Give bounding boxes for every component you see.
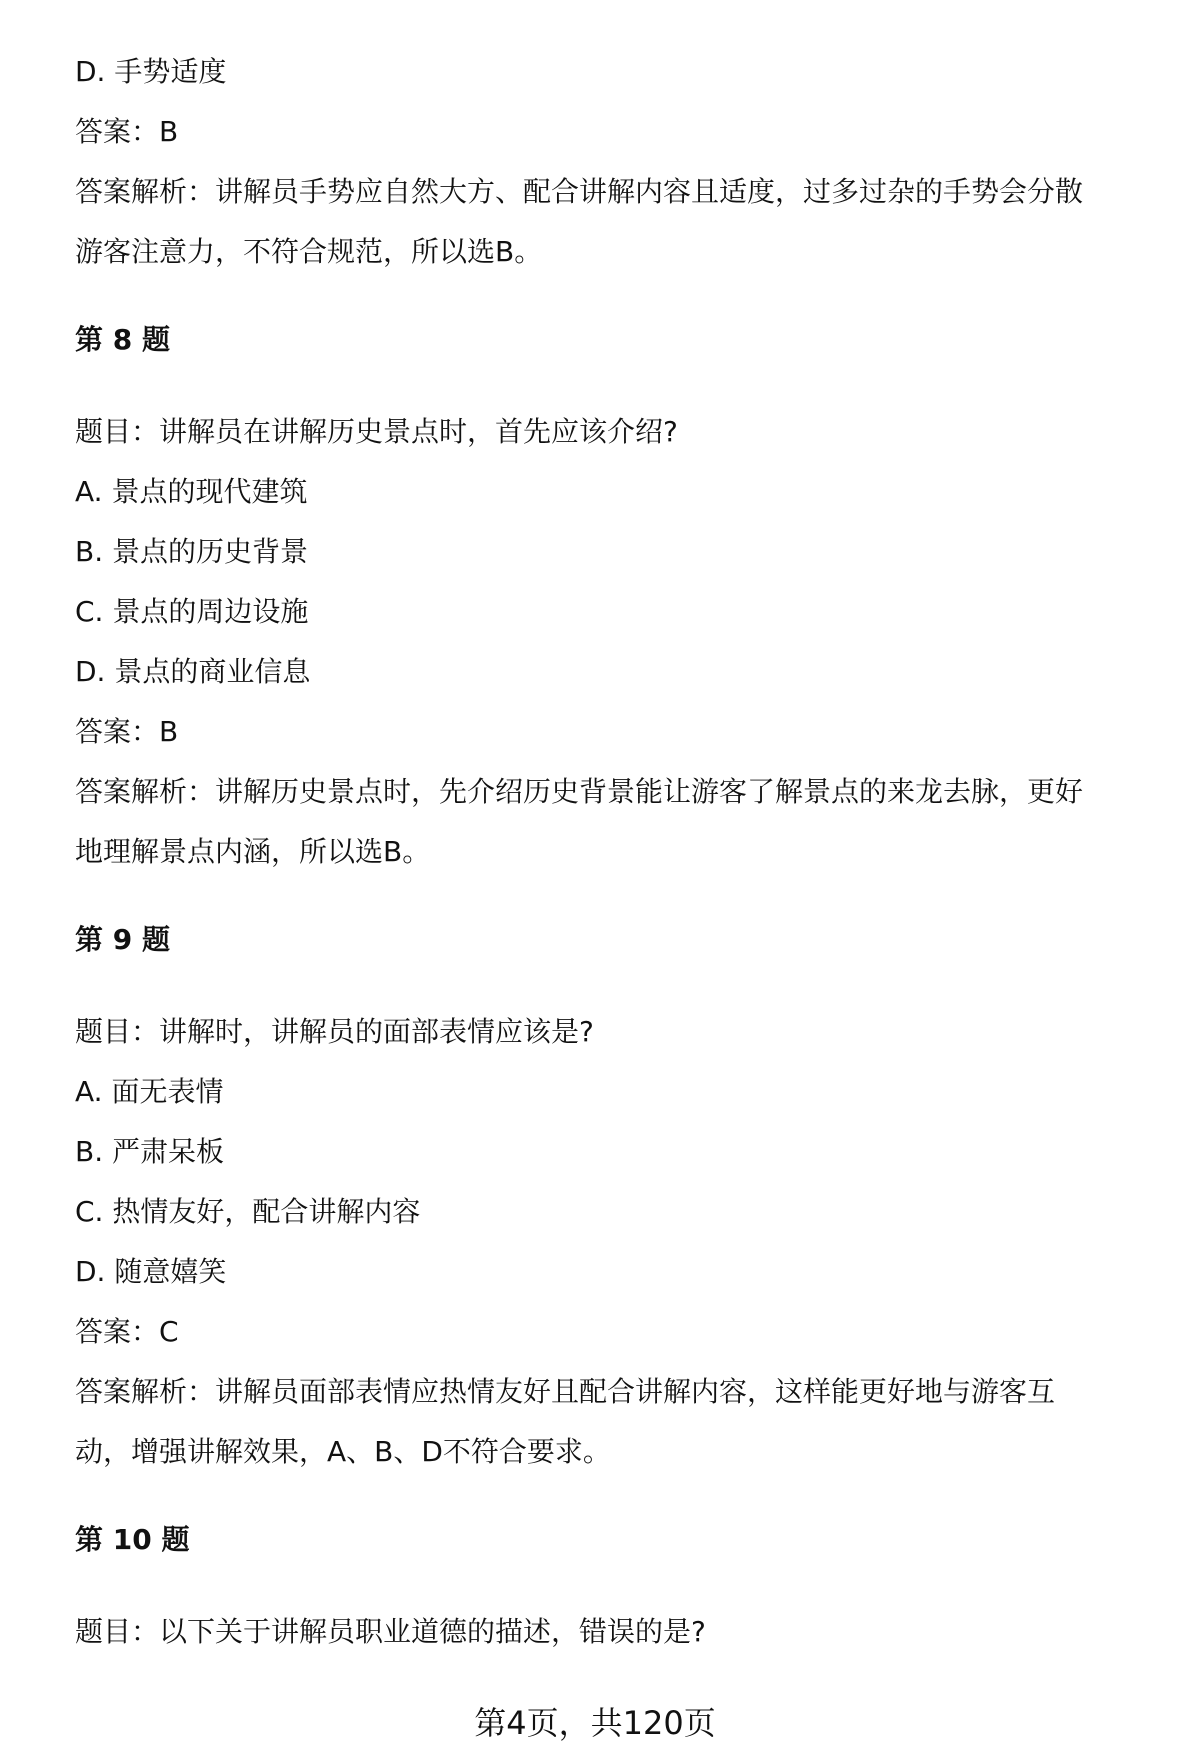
prev-analysis-line-2: 游客注意力，不符合规范，所以选B。 [75,235,543,268]
question-9-option-d: D. 随意嬉笑 [75,1255,227,1288]
prev-answer: 答案：B [75,115,179,148]
question-8-heading: 第 8 题 [75,323,170,356]
question-9-option-c: C. 热情友好，配合讲解内容 [75,1195,421,1228]
question-9-heading: 第 9 题 [75,923,170,956]
question-10-heading: 第 10 题 [75,1523,190,1556]
question-8-option-b: B. 景点的历史背景 [75,535,309,568]
question-10-stem: 题目：以下关于讲解员职业道德的描述，错误的是? [75,1615,706,1648]
question-9-answer: 答案：C [75,1315,179,1348]
question-8-analysis-line-1: 答案解析：讲解历史景点时，先介绍历史背景能让游客了解景点的来龙去脉，更好 [75,775,1084,808]
question-9-analysis-line-1: 答案解析：讲解员面部表情应热情友好且配合讲解内容，这样能更好地与游客互 [75,1375,1056,1408]
question-8-option-a: A. 景点的现代建筑 [75,475,308,508]
question-8-analysis-line-2: 地理解景点内涵，所以选B。 [75,835,431,868]
question-8-stem: 题目：讲解员在讲解历史景点时，首先应该介绍? [75,415,678,448]
page-footer: 第4页，共120页 [474,1704,716,1742]
question-8-option-d: D. 景点的商业信息 [75,655,311,688]
question-8-option-c: C. 景点的周边设施 [75,595,309,628]
prev-analysis-line-1: 答案解析：讲解员手势应自然大方、配合讲解内容且适度，过多过杂的手势会分散 [75,175,1084,208]
question-9-analysis-line-2: 动，增强讲解效果，A、B、D不符合要求。 [75,1435,611,1468]
question-8-answer: 答案：B [75,715,179,748]
question-9-stem: 题目：讲解时，讲解员的面部表情应该是? [75,1015,594,1048]
question-9-option-b: B. 严肃呆板 [75,1135,225,1168]
question-9-option-a: A. 面无表情 [75,1075,224,1108]
prev-option-d: D. 手势适度 [75,55,227,88]
